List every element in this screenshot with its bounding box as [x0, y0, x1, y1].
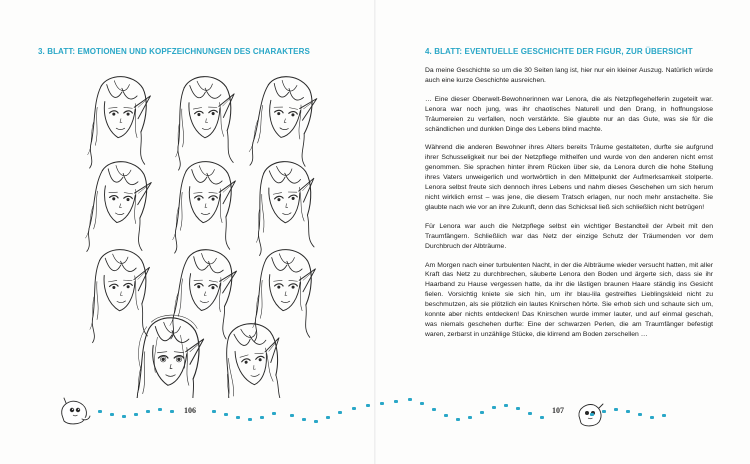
head-sketch-9: [253, 250, 316, 341]
head-sketch-3: [248, 74, 318, 171]
right-page-number: 107: [552, 406, 564, 415]
story-text-column: [425, 66, 713, 349]
story-paragraph-5: Am Morgen nach einer turbulenten Nacht, in der die Albträume wieder versucht hatten, mit aller Kraft das Netz zu durchbrechen, säuberte Lenora den Boden und ärgerte sich, dass sie ihr Haarband zu Hause vergessen hatte, da ihr die lästigen braunen Haare ständig ins Gesicht fielen. Vorsichtig kniete sie sich hin, um ihr blau-lila gestreiftes Lieblingskleid nicht zu beschmutzen, als sie plötzlich ein lautes Knirschen hörte. Sie erhob sich und schaute sich um, konnte aber nichts entdecken! Das Knirschen wurde immer lauter, und auf einmal geschah, was niemals geschehen durfte: Eine der schwarzen Perlen, die am Traumfänger befestigt waren, zerbarst in unzählige Stücke, die klirrend am Boden zerschellen …: [425, 261, 713, 338]
head-sketch-5: [173, 162, 236, 253]
right-page-heading: 4. BLATT: EVENTUELLE GESCHICHTE DER FIGUR, ZUR ÜBERSICHT: [425, 47, 693, 56]
story-paragraph-3: Während die anderen Bewohner ihres Alters bereits Träume gestalteten, durfte sie aufgrund ihrer Schusseligkeit nur bei der Netzpflege mithelfen und wurde von den anderen nicht ernst genommen. Sie sprachen hinter ihrem Rücken über sie, da Lenora durch die hohe Stellung ihres Vaters unweigerlich und wortwörtlich in den Mittelpunkt der Aufmerksamkeit stolperte. Lenora selbst freute sich dennoch ihres Lebens und nahm dieses Geschehen um sich herum nicht wirklich ernst – was jene, die diesem Tratsch erlagen, nur noch mehr anstachelte. Sie glaubte nach wie vor an ihre Zukunft, denn das Schicksal ließ sich schließlich nicht betrügen!: [425, 144, 713, 211]
head-sketch-1: [88, 77, 151, 168]
head-sketch-6: [250, 159, 320, 256]
story-paragraph-2: … Eine dieser Oberwelt-Bewohnerinnen war Lenora, die als Netzpflegehelferin zugeteilt war. Lenora war noch jung, was ihr chaotisches Naturell und den Drang, in hoffnungslose Träumereien zu verfallen, noch verstärkte. Sie glaubte nur an das Gute, was sie für die schändlichen und dunklen Dinge des Lebens blind machte.: [425, 95, 713, 133]
story-paragraph-intro: Da meine Geschichte so um die 30 Seiten lang ist, hier nur ein kleiner Auszug. Natürlich würde auch eine kurze Geschichte ausreichen.: [425, 67, 713, 84]
head-sketch-4: [85, 160, 152, 255]
character-head-sketches: [70, 68, 330, 398]
left-page-number: 106: [184, 406, 196, 415]
decorative-dot-trail: [0, 380, 750, 464]
head-sketch-7: [86, 248, 153, 343]
left-page-heading: 3. BLATT: EMOTIONEN UND KOPFZEICHNUNGEN DES CHARAKTERS: [38, 47, 310, 56]
story-paragraph-4: Für Lenora war auch die Netzpflege selbst ein wichtiger Bestandteil der Arbeit mit den Traumfängern. Schließlich war das Netz der einzige Schutz der Träumenden vor dem Durchbruch der Albträume.: [425, 222, 713, 250]
head-sketch-2: [170, 75, 239, 171]
